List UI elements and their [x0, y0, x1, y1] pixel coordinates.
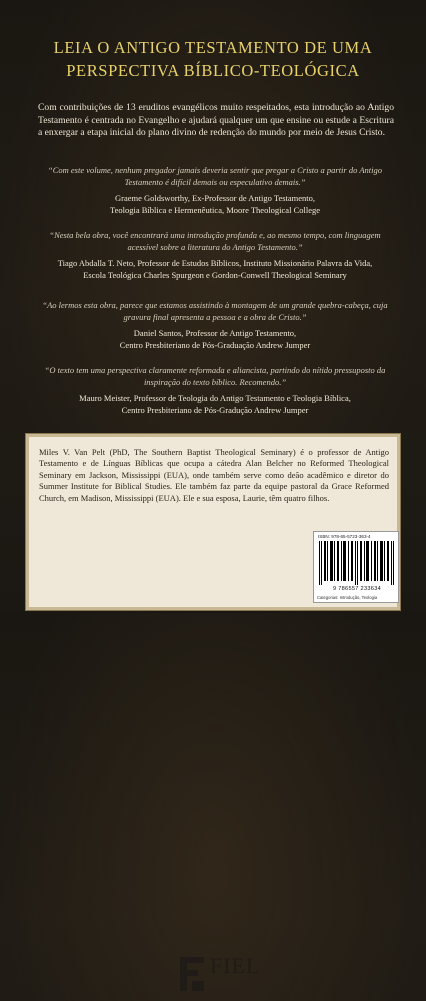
endorsement-2	[36, 230, 394, 281]
endorsement-affiliation: Centro Presbiteriano de Pós-Graduação Andrew Jumper	[119, 339, 311, 350]
headline-line-1: LEIA O ANTIGO TESTAMENTO DE UMA	[53, 38, 373, 57]
headline-line-2: PERSPECTIVA BÍBLICO-TEOLÓGICA	[66, 61, 360, 80]
publisher-name: FIEL	[210, 953, 261, 978]
endorsement-affiliation: Escola Teológica Charles Spurgeon e Gordon-Conwell Theological Seminary	[83, 269, 347, 280]
publisher-subtitle: Editora	[212, 980, 239, 990]
endorsement-author: Mauro Meister, Professor de Teologia do Antigo Testamento e Teologia Bíblica,	[79, 393, 351, 404]
endorsement-author: Graeme Goldsworthy, Ex-Professor de Antigo Testamento,	[114, 193, 316, 204]
fiel-logo-icon	[178, 955, 206, 993]
isbn-barcode-box	[313, 531, 399, 603]
author-bio-box	[26, 434, 400, 990]
endorsement-author: Tiago Abdalla T. Neto, Professor de Estudos Bíblicos, Instituto Missionário Palavra da Vida,	[57, 258, 373, 269]
endorsement-author: Daniel Santos, Professor de Antigo Testamento,	[133, 328, 297, 339]
endorsement-4	[36, 365, 394, 416]
endorsement-quote: “O texto tem uma perspectiva claramente reformada e aliancista, partindo do nítido pressuposto da inspiração do texto bíblico. Recomendo.”	[44, 365, 386, 387]
endorsement-quote: “Nesta bela obra, você encontrará uma introdução profunda e, ao mesmo tempo, com linguagem acessível sobre a literatura do Antigo Testamento.”	[49, 230, 381, 252]
endorsement-quote: “Com este volume, nenhum pregador jamais deveria sentir que pregar a Cristo a partir do Antigo Testamento é difícil demais ou especulativo demais.”	[47, 165, 382, 187]
endorsement-3	[36, 300, 394, 351]
category-label: Categorias: Introdução, Teologia	[317, 595, 378, 600]
isbn-label: ISBN: 978-65-5723-363-4	[318, 534, 371, 539]
endorsement-affiliation: Centro Presbiteriano de Pós-Gradução Andrew Jumper	[121, 404, 309, 415]
cover-headline	[0, 36, 426, 82]
barcode-icon	[319, 541, 395, 585]
barcode-number: 9 786557 233634	[332, 586, 382, 592]
intro-paragraph: Com contribuições de 13 eruditos evangélicos muito respeitados, esta introdução ao Antigo Testamento é centrada no Evangelho e ajudará qualquer um que ensine ou estude a Escritura a enxergar a etapa inicial do plano divino de redenção do mundo por meio de Jesus Cristo.	[38, 102, 394, 139]
endorsement-quote: “Ao lermos esta obra, parece que estamos assistindo à montagem de um grande quebra-cabeça, cuja gravura final apresenta a pessoa e a obra de Cristo.”	[42, 300, 388, 322]
endorsement-affiliation: Teologia Bíblica e Hermenêutica, Moore Theological College	[109, 204, 321, 215]
endorsement-1	[36, 165, 394, 216]
author-bio: Miles V. Van Pelt (PhD, The Southern Baptist Theological Seminary) é o professor de Antigo Testamento e de Línguas Bíblicas que ocupa a cátedra Alan Belcher no Reformed Theological Seminary em Jackson, Mississippi (EUA), onde também serve como deão acadêmico e diretor do Summer Institute for Biblical Studies. Ele também faz parte da equipe pastoral da Grace Reformed Church, em Madison, Mississippi (EUA). Ele e sua esposa, Laurie, têm quatro filhos.	[39, 447, 389, 503]
publisher-logo	[178, 949, 268, 1001]
